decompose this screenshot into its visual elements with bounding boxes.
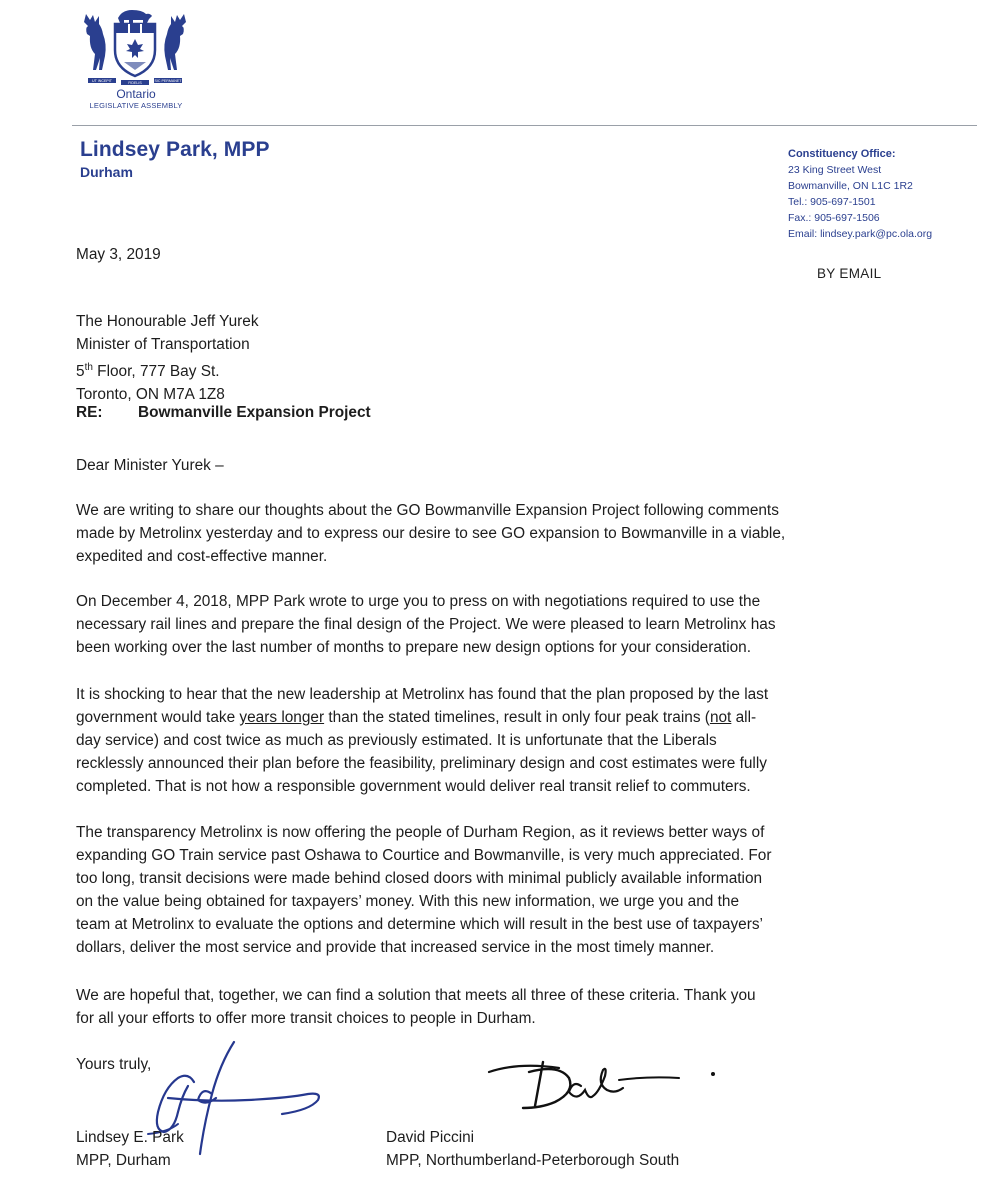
paragraph-2 — [76, 590, 896, 659]
text-run: than the stated timelines, result in only four peak trains ( — [324, 709, 710, 726]
recipient-name: The Honourable Jeff Yurek — [76, 313, 259, 330]
mpp-name: Lindsey Park, MPP — [80, 138, 270, 161]
paragraph-5 — [76, 984, 896, 1030]
text-run: all- — [731, 709, 757, 726]
subject-line — [76, 401, 896, 424]
paragraph-line: On December 4, 2018, MPP Park wrote to urge you to press on with negotiations required to use the — [76, 593, 761, 610]
paragraph-line: We are writing to share our thoughts about the GO Bowmanville Expansion Project following comments — [76, 502, 779, 519]
letter-date: May 3, 2019 — [76, 246, 161, 263]
office-street: 23 King Street West — [788, 164, 882, 176]
recipient-city: Toronto, ON M7A 1Z8 — [76, 386, 225, 404]
office-tel: Tel.: 905-697-1501 — [788, 196, 876, 208]
crest-motto-left: UT INCEPIT — [92, 79, 112, 83]
crest-motto-right: SIC PERMANET — [154, 79, 182, 83]
recipient-address — [76, 310, 896, 406]
paragraph-line: day service) and cost twice as much as previously estimated. It is unfortunate that the Liberals — [76, 732, 717, 749]
salutation: Dear Minister Yurek – — [76, 457, 224, 474]
signer-name: David Piccini — [386, 1129, 475, 1146]
signer-title: MPP, Durham — [76, 1152, 171, 1169]
paragraph-line: necessary rail lines and prepare the final design of the Project. We were pleased to learn Metrolinx has — [76, 616, 776, 633]
recipient-floor-sup: th — [84, 362, 93, 373]
paragraph-line: too long, transit decisions were made behind closed doors with minimal publicly available information — [76, 870, 763, 887]
signer-block-1 — [76, 1126, 184, 1172]
paragraph-line: The transparency Metrolinx is now offering the people of Durham Region, as it reviews better ways of — [76, 824, 765, 841]
paragraph-line: for all your efforts to offer more transit choices to people in Durham. — [76, 1010, 536, 1027]
text-run: government would take — [76, 709, 240, 726]
closing: Yours truly, — [76, 1056, 152, 1073]
paragraph-4 — [76, 821, 896, 959]
letterhead-divider — [72, 125, 977, 126]
ontario-crest-logo — [80, 6, 190, 92]
paragraph-line: on the value being obtained for taxpayers’ money. With this new information, we urge you and the — [76, 893, 740, 910]
paragraph-1 — [76, 499, 896, 568]
office-title: Constituency Office: — [788, 148, 896, 160]
signer-title: MPP, Northumberland-Peterborough South — [386, 1152, 680, 1169]
office-fax: Fax.: 905-697-1506 — [788, 212, 880, 224]
signature-david-piccini — [485, 1050, 765, 1120]
recipient-title: Minister of Transportation — [76, 336, 250, 353]
paragraph-line: completed. That is not how a responsible government would deliver real transit relief to commuters. — [76, 778, 751, 795]
signer-block-2 — [386, 1126, 679, 1172]
paragraph-line: dollars, deliver the most service and provide that increased service in the most timely manner. — [76, 939, 715, 956]
paragraph-line: recklessly announced their plan before the feasibility, preliminary design and cost estimates were fully — [76, 755, 767, 772]
recipient-floor-rest: Floor, 777 Bay St. — [92, 363, 220, 381]
crest-caption — [80, 88, 192, 110]
mpp-riding: Durham — [80, 164, 133, 180]
constituency-office-block — [788, 146, 988, 242]
crest-subtitle: LEGISLATIVE ASSEMBLY — [89, 101, 183, 110]
subject-text: Bowmanville Expansion Project — [138, 404, 371, 421]
office-email: Email: lindsey.park@pc.ola.org — [788, 228, 933, 240]
paragraph-3 — [76, 683, 896, 798]
office-city: Bowmanville, ON L1C 1R2 — [788, 180, 913, 192]
paragraph-line: team at Metrolinx to evaluate the options and determine which will result in the best use of taxpayers’ — [76, 916, 763, 933]
recipient-street — [76, 356, 896, 383]
paragraph-line: made by Metrolinx yesterday and to express our desire to see GO expansion to Bowmanville in a viable, — [76, 525, 786, 542]
signer-name: Lindsey E. Park — [76, 1129, 184, 1146]
underlined-text: years longer — [239, 709, 325, 726]
paragraph-line: It is shocking to hear that the new leadership at Metrolinx has found that the plan proposed by the last — [76, 686, 769, 703]
paragraph-line — [76, 706, 896, 729]
paragraph-line: expedited and cost-effective manner. — [76, 548, 328, 565]
delivery-method: BY EMAIL — [817, 266, 882, 281]
crest-motto-center: FIDELIS — [128, 81, 142, 85]
paragraph-line: We are hopeful that, together, we can find a solution that meets all three of these criteria. Thank you — [76, 987, 756, 1004]
crest-name: Ontario — [116, 87, 156, 101]
paragraph-line: expanding GO Train service past Oshawa to Courtice and Bowmanville, is very much appreciated. For — [76, 847, 772, 864]
recipient-floor-num: 5 — [76, 363, 85, 381]
subject-label: RE: — [76, 404, 103, 421]
paragraph-line: been working over the last number of months to prepare new design options for your consideration. — [76, 639, 752, 656]
underlined-text: not — [709, 709, 732, 726]
